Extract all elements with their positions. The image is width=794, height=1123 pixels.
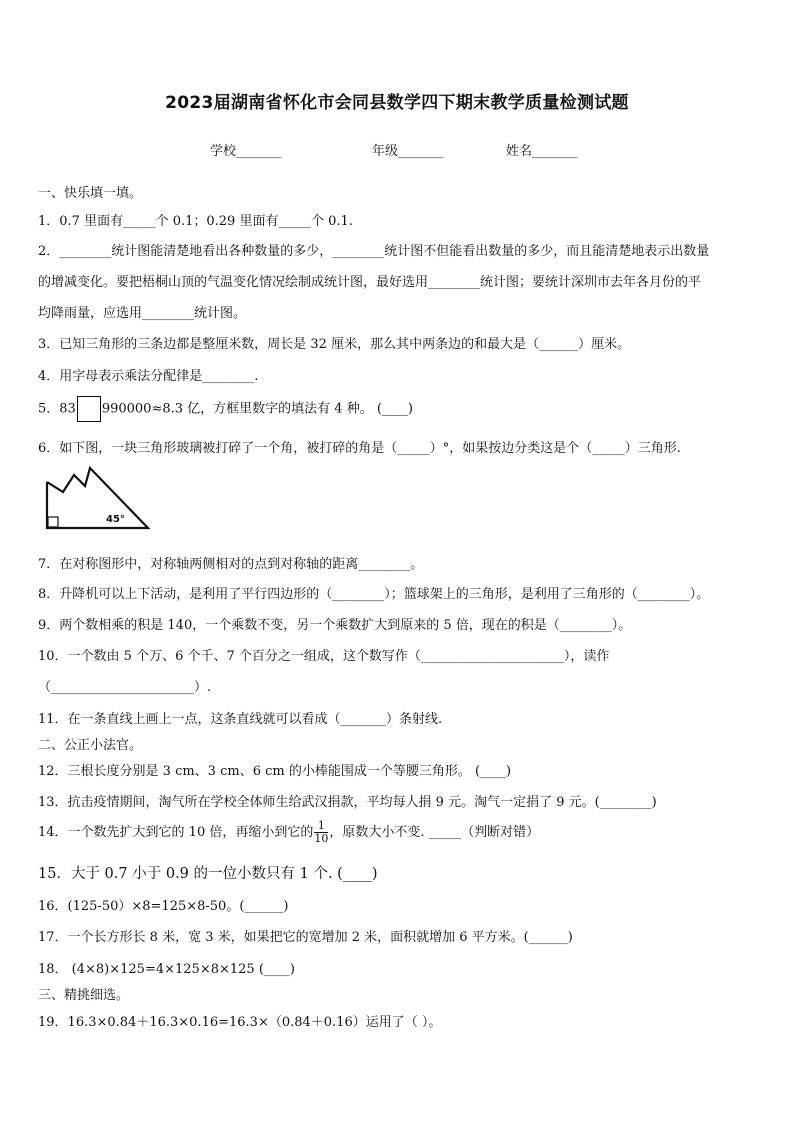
question-6: 6．如下图，一块三角形玻璃被打碎了一个角，被打碎的角是（_____）°，如果按边分类这是个（_____）三角形.: [38, 441, 681, 456]
question-12: 12．三根长度分别是 3 cm、3 cm、6 cm 的小棒能围成一个等腰三角形。 (____): [38, 764, 512, 779]
question-18: 18． (4×8)×125=4×125×8×125 (____): [38, 962, 295, 977]
fraction-denominator: 10: [314, 832, 329, 845]
broken-triangle-figure: [44, 464, 154, 534]
question-10-line-1: 10．一个数由 5 个万、6 个千、7 个百分之一组成，这个数写作（______________________），读作: [38, 649, 610, 664]
question-14: [38, 820, 539, 845]
question-2-line-2: 的增减变化。要把梧桐山顶的气温变化情况绘制成统计图，最好选用________统计图；要统计深圳市去年各月份的平: [38, 275, 702, 290]
question-11: 11．在一条直线上画上一点，这条直线就可以看成（_______）条射线.: [38, 712, 443, 727]
question-14-suffix: ，原数大小不变. _____（判断对错）: [329, 825, 540, 840]
question-1: 1．0.7 里面有_____个 0.1；0.29 里面有_____个 0.1.: [38, 214, 353, 229]
question-4: 4．用字母表示乘法分配律是________.: [38, 369, 259, 384]
angle-label: 45°: [106, 514, 125, 525]
question-17: 17．一个长方形长 8 米，宽 3 米，如果把它的宽增加 2 米，面积就增加 6 平方米。(______): [38, 930, 573, 945]
fraction-numerator: 1: [314, 820, 328, 833]
question-14-prefix: 14．一个数先扩大到它的 10 倍，再缩小到它的: [38, 825, 314, 840]
question-19: 19．16.3×0.84＋16.3×0.16=16.3×（0.84＋0.16）运用了（ ）。: [38, 1015, 442, 1030]
question-7: 7．在对称图形中，对称轴两侧相对的点到对称轴的距离________。: [38, 557, 424, 572]
fraction: [314, 820, 328, 845]
section-heading-3: 三、精挑细选。: [38, 988, 130, 1003]
answer-box: [77, 396, 101, 422]
question-16: 16．(125-50）×8=125×8-50。(______): [38, 899, 289, 914]
question-9: 9．两个数相乘的积是 140，一个乘数不变，另一个乘数扩大到原来的 5 倍，现在的积是（________）。: [38, 618, 632, 633]
question-13: 13．抗击疫情期间，淘气所在学校全体师生给武汉捐款，平均每人捐 9 元。淘气一定捐了 9 元。(________): [38, 795, 657, 810]
question-8: 8．升降机可以上下活动，是利用了平行四边形的（________）；篮球架上的三角形，是利用了三角形的（________）。: [38, 587, 710, 602]
question-2-line-1: 2．________统计图能清楚地看出各种数量的多少，________统计图不但能看出数量的多少，而且能清楚地表示出数量: [38, 244, 710, 259]
question-10-line-2: （______________________）.: [38, 680, 212, 695]
page-title: 2023届湖南省怀化市会同县数学四下期末教学质量检测试题: [165, 93, 629, 113]
grade-field: 年级_______: [372, 144, 444, 159]
question-15: 15．大于 0.7 小于 0.9 的一位小数只有 1 个. (____): [38, 866, 378, 882]
name-field: 姓名_______: [506, 144, 578, 159]
question-3: 3．已知三角形的三条边都是整厘米数，周长是 32 厘米，那么其中两条边的和最大是（______）厘米。: [38, 337, 631, 352]
section-heading-1: 一、快乐填一填。: [38, 186, 143, 201]
school-field: 学校_______: [210, 144, 282, 159]
question-5-suffix: 990000≈8.3 亿，方框里数字的填法有 4 种。 (____): [101, 401, 413, 417]
question-2-line-3: 均降雨量，应选用________统计图。: [38, 306, 247, 321]
question-5-prefix: 5．83: [38, 401, 76, 417]
question-5: [38, 396, 413, 422]
section-heading-2: 二、公正小法官。: [38, 738, 143, 753]
